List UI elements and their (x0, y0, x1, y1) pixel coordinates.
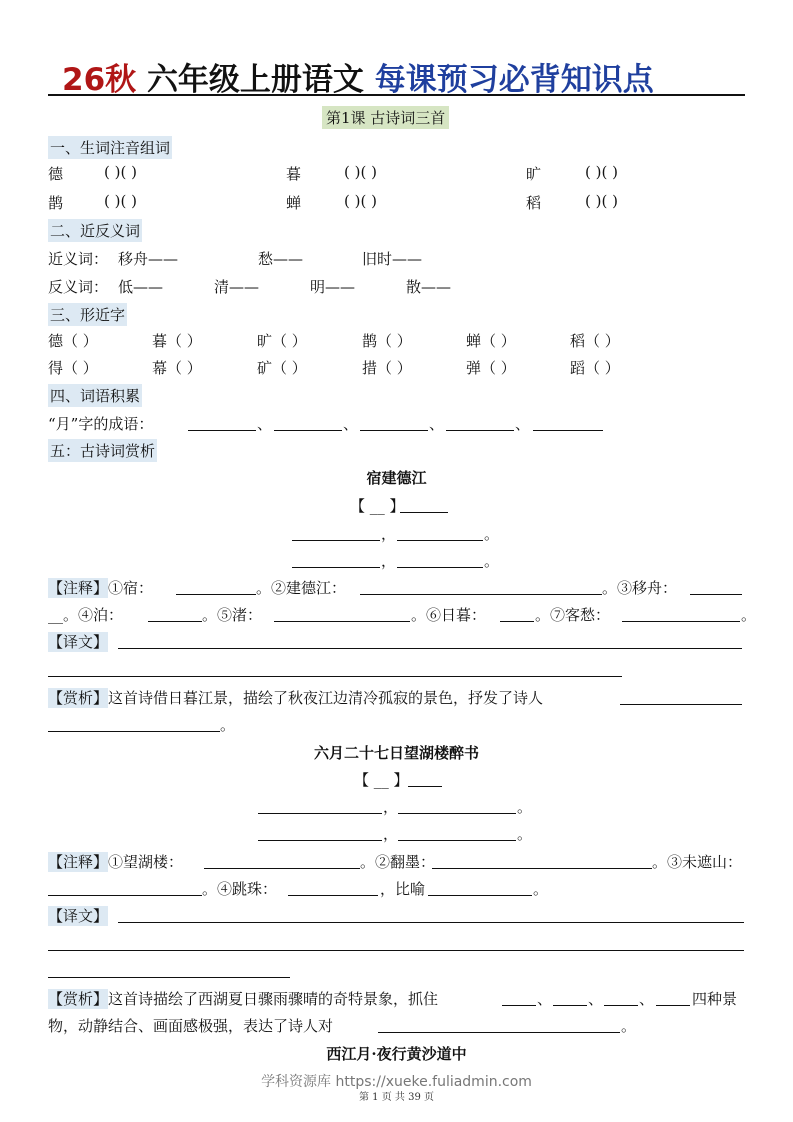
section-4-heading: 四、词语积累 (48, 384, 142, 407)
translation-line[interactable] (118, 648, 742, 649)
similar-char: 蹈（ ） (570, 359, 620, 377)
note-blank[interactable] (48, 895, 202, 896)
antonym-item: 低—— (118, 278, 164, 296)
title-divider (48, 94, 745, 96)
lesson-title: 第1课 古诗词三首 (322, 106, 449, 129)
poem-title: 西江月·夜行黄沙道中 (326, 1045, 467, 1063)
note-blank[interactable] (432, 868, 652, 869)
vocab-char: 暮 (286, 165, 302, 183)
note-blank[interactable] (148, 621, 202, 622)
similar-char: 鹊（ ） (362, 332, 412, 350)
note-text: 。⑤渚： (202, 606, 263, 624)
poem-line-blank[interactable] (292, 540, 380, 541)
vocab-char: 鹊 (48, 194, 64, 212)
poem-line-blank[interactable] (397, 567, 483, 568)
appreciation-label: 【赏析】 (48, 990, 109, 1008)
synonym-item: 移舟—— (118, 250, 179, 268)
answer-line[interactable] (274, 430, 342, 431)
poem-title: 宿建德江 (366, 469, 427, 487)
appreciation-text: 四种景 (692, 990, 738, 1008)
similar-char: 德（ ） (48, 332, 98, 350)
similar-char: 稻（ ） (570, 332, 620, 350)
title-grade: 六年级上册语文 (146, 62, 364, 98)
note-text: ①宿： (108, 579, 154, 597)
section-5-heading: 五：古诗词赏析 (48, 439, 157, 462)
vocab-char: 德 (48, 165, 64, 183)
poem-dynasty-bracket: 【 __ 】 (354, 771, 409, 789)
answer-line[interactable] (360, 430, 428, 431)
similar-char: 措（ ） (362, 359, 412, 377)
appreciation-blank[interactable] (620, 704, 742, 705)
poem-line-blank[interactable] (397, 540, 483, 541)
note-text: 。⑦客愁： (535, 606, 611, 624)
similar-char: 幕（ ） (152, 359, 202, 377)
antonym-label: 反义词： (48, 278, 109, 296)
note-blank[interactable] (622, 621, 740, 622)
translation-line[interactable] (48, 676, 622, 677)
answer-line[interactable] (446, 430, 514, 431)
period: 。 (220, 716, 236, 734)
separator: 、 (515, 415, 531, 433)
poem-line-blank[interactable] (292, 567, 380, 568)
similar-char: 得（ ） (48, 359, 98, 377)
comma: ， (381, 552, 397, 570)
section-1-heading: 一、生词注音组词 (48, 136, 172, 159)
vocab-blanks: ( )( ) (344, 163, 377, 181)
appreciation-label: 【赏析】 (48, 689, 109, 707)
vocab-blanks: ( )( ) (585, 192, 618, 210)
translation-label: 【译文】 (48, 907, 109, 925)
synonym-item: 旧时—— (362, 250, 423, 268)
antonym-item: 明—— (310, 278, 356, 296)
comma: ， (381, 525, 397, 543)
note-text: 。 (741, 606, 757, 624)
separator: 、 (537, 990, 553, 1008)
poem-title: 六月二十七日望湖楼醉书 (313, 744, 479, 762)
footer-watermark: 学科资源库 https://xueke.fuliadmin.com (261, 1074, 532, 1090)
note-text: 。③未遮山： (652, 853, 743, 871)
note-text: __。④泊： (48, 606, 124, 624)
note-blank[interactable] (428, 895, 532, 896)
comma: ， (383, 798, 399, 816)
note-text: 。⑥日暮： (411, 606, 487, 624)
title-season: 26秋 (62, 62, 137, 98)
similar-char: 弹（ ） (466, 359, 516, 377)
note-blank[interactable] (274, 621, 410, 622)
appreciation-text: 这首诗描绘了西湖夏日骤雨骤晴的奇特景象，抓住 (108, 990, 439, 1008)
vocab-char: 旷 (526, 165, 542, 183)
translation-line[interactable] (118, 922, 744, 923)
note-text: ，比喻 (380, 880, 426, 898)
note-blank[interactable] (690, 594, 742, 595)
note-blank[interactable] (500, 621, 534, 622)
note-blank[interactable] (360, 594, 602, 595)
page-number: 第 1 页 共 39 页 (359, 1092, 434, 1103)
vocab-blanks: ( )( ) (104, 163, 137, 181)
note-blank[interactable] (288, 895, 378, 896)
separator: 、 (588, 990, 604, 1008)
section-2-heading: 二、近反义词 (48, 219, 142, 242)
separator: 、 (429, 415, 445, 433)
period: 。 (484, 525, 500, 543)
similar-char: 暮（ ） (152, 332, 202, 350)
answer-line[interactable] (188, 430, 256, 431)
appreciation-blank[interactable] (502, 1005, 536, 1006)
poem-line-blank[interactable] (258, 813, 382, 814)
period: 。 (517, 798, 533, 816)
similar-char: 旷（ ） (257, 332, 307, 350)
poem-line-blank[interactable] (398, 840, 516, 841)
appreciation-text: 这首诗借日暮江景，描绘了秋夜江边清冷孤寂的景色，抒发了诗人 (108, 689, 544, 707)
antonym-item: 清—— (214, 278, 260, 296)
period: 。 (621, 1017, 637, 1035)
note-text: 。②建德江： (256, 579, 347, 597)
idiom-prompt: “月”字的成语： (48, 415, 154, 433)
antonym-item: 散—— (406, 278, 452, 296)
appreciation-blank[interactable] (48, 731, 220, 732)
vocab-blanks: ( )( ) (344, 192, 377, 210)
poem-line-blank[interactable] (398, 813, 516, 814)
note-text: 。④跳珠： (202, 880, 278, 898)
synonym-item: 愁—— (258, 250, 304, 268)
author-line[interactable] (408, 786, 442, 787)
similar-char: 矿（ ） (257, 359, 307, 377)
notes-label: 【注释】 (48, 579, 109, 597)
appreciation-blank[interactable] (553, 1005, 587, 1006)
translation-line[interactable] (48, 950, 744, 951)
page-title (62, 54, 654, 99)
similar-char: 蝉（ ） (466, 332, 516, 350)
separator: 、 (639, 990, 655, 1008)
translation-label: 【译文】 (48, 633, 109, 651)
translation-line[interactable] (48, 977, 290, 978)
separator: 、 (257, 415, 273, 433)
note-text: 。③移舟： (602, 579, 678, 597)
appreciation-blank[interactable] (604, 1005, 638, 1006)
period: 。 (517, 825, 533, 843)
separator: 、 (343, 415, 359, 433)
notes-label: 【注释】 (48, 853, 109, 871)
vocab-char: 稻 (526, 194, 542, 212)
appreciation-text: 物，动静结合、画面感极强，表达了诗人对 (48, 1017, 334, 1035)
appreciation-blank[interactable] (656, 1005, 690, 1006)
author-line[interactable] (400, 512, 448, 513)
appreciation-blank[interactable] (378, 1032, 620, 1033)
poem-line-blank[interactable] (258, 840, 382, 841)
vocab-char: 蝉 (286, 194, 302, 212)
note-blank[interactable] (176, 594, 256, 595)
period: 。 (533, 880, 549, 898)
synonym-label: 近义词： (48, 250, 109, 268)
vocab-blanks: ( )( ) (585, 163, 618, 181)
note-text: ①望湖楼： (108, 853, 184, 871)
answer-line[interactable] (533, 430, 603, 431)
poem-dynasty-bracket: 【 __ 】 (350, 497, 405, 515)
vocab-blanks: ( )( ) (104, 192, 137, 210)
title-topic: 每课预习必背知识点 (374, 62, 654, 98)
section-3-heading: 三、形近字 (48, 303, 127, 326)
note-text: 。②翻墨： (360, 853, 436, 871)
comma: ， (383, 825, 399, 843)
period: 。 (484, 552, 500, 570)
note-blank[interactable] (204, 868, 360, 869)
